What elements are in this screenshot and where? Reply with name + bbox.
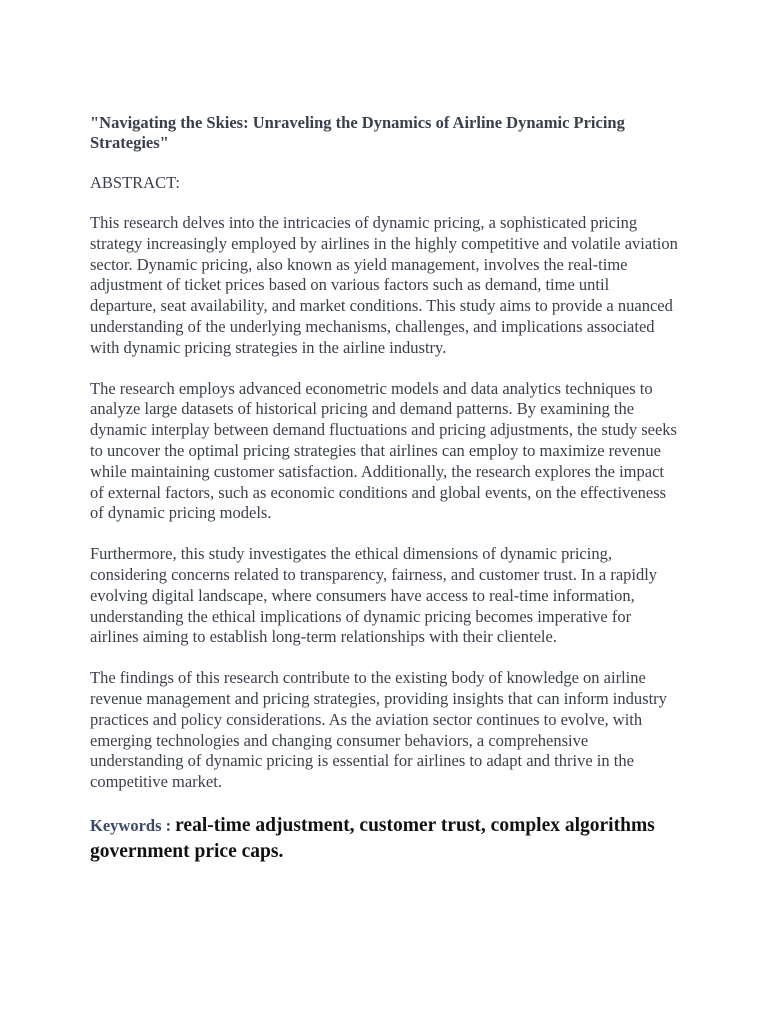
abstract-paragraph-2: The research employs advanced econometric models and data analytics techniques to analyze large datasets of historical pricing and demand patterns. By examining the dynamic interplay between demand fluctuations and pricing adjustments, the study seeks to uncover the optimal pricing strategies that airlines can employ to maximize revenue while maintaining customer satisfaction. Additionally, the research explores the impact of external factors, such as economic conditions and global events, on the effectiveness of dynamic pricing models.	[90, 378, 677, 523]
document-title: "Navigating the Skies: Unraveling the Dynamics of Airline Dynamic Pricing Strategies"	[90, 113, 625, 152]
abstract-heading: ABSTRACT:	[90, 173, 180, 192]
keywords-line	[90, 813, 678, 865]
abstract-paragraph-4: The findings of this research contribute to the existing body of knowledge on airline revenue management and pricing strategies, providing insights that can inform industry practices and policy considerations. As the aviation sector continues to evolve, with emerging technologies and changing consumer behaviors, a comprehensive understanding of dynamic pricing is essential for airlines to adapt and thrive in the competitive market.	[90, 668, 667, 792]
abstract-paragraph-3: Furthermore, this study investigates the ethical dimensions of dynamic pricing, considering concerns related to transparency, fairness, and customer trust. In a rapidly evolving digital landscape, where consumers have access to real-time information, understanding the ethical implications of dynamic pricing becomes imperative for airlines aiming to establish long-term relationships with their clientele.	[90, 544, 658, 647]
keywords-values: real-time adjustment, customer trust, complex algorithms government price caps.	[90, 814, 655, 862]
keywords-label: Keywords :	[90, 815, 172, 835]
abstract-paragraph-1: This research delves into the intricacies of dynamic pricing, a sophisticated pricing strategy increasingly employed by airlines in the highly competitive and volatile aviation sector. Dynamic pricing, also known as yield management, involves the real-time adjustment of ticket prices based on various factors such as demand, time until departure, seat availability, and market conditions. This study aims to provide a nuanced understanding of the underlying mechanisms, challenges, and implications associated with dynamic pricing strategies in the airline industry.	[90, 213, 678, 357]
